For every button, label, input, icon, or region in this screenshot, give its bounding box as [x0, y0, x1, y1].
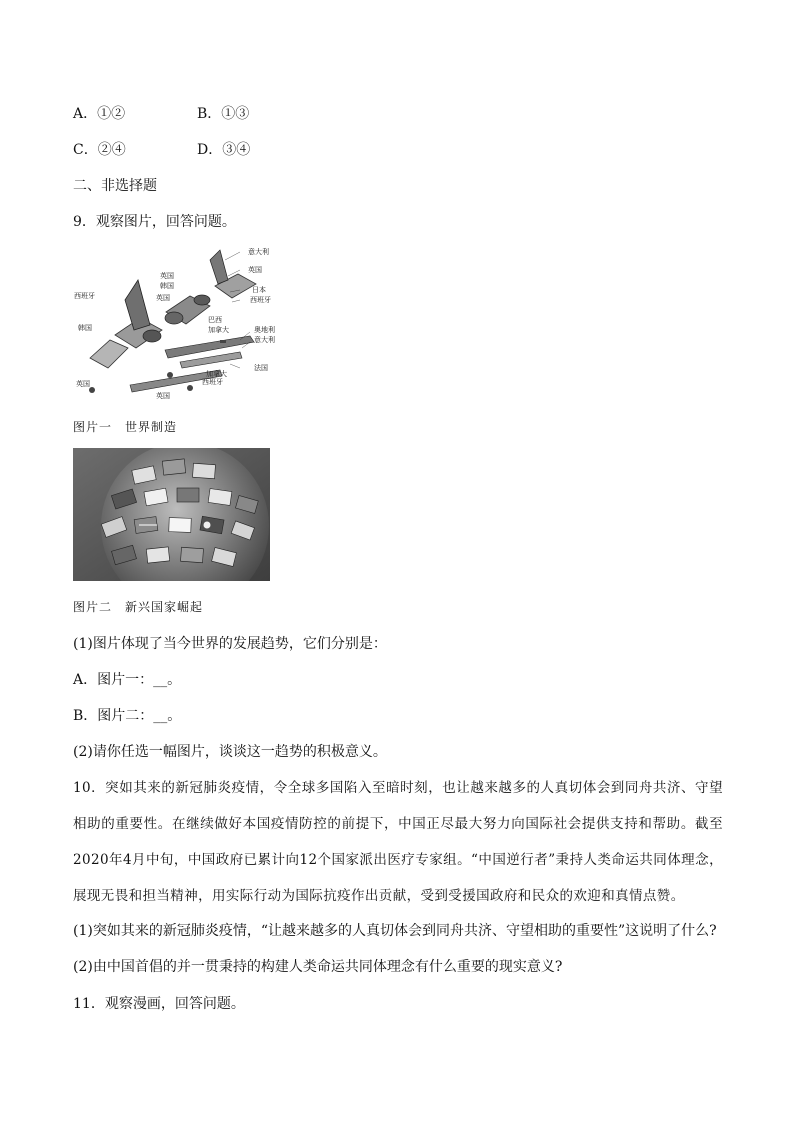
figure-world-manufacturing — [70, 240, 290, 408]
q10-sub1: (1)突如其来的新冠肺炎疫情，“让越来越多的人真切体会到同舟共济、守望相助的重要性”这说明了什么? — [73, 923, 717, 939]
q9-sub1: (1)图片体现了当今世界的发展趋势，它们分别是： — [73, 636, 387, 652]
fig1-label: 意大利 — [248, 248, 269, 256]
option-b: B．①③ — [197, 106, 250, 122]
option-c: C．②④ — [73, 142, 126, 158]
q9-title: 9．观察图片，回答问题。 — [73, 214, 236, 230]
option-d: D．③④ — [197, 142, 251, 158]
option-a: A．①② — [73, 106, 126, 122]
fig1-label: 英国 — [76, 380, 90, 388]
fig1-caption: 图片一 世界制造 — [73, 420, 178, 434]
q9-sub2: (2)请你任选一幅图片，谈谈这一趋势的积极意义。 — [73, 744, 387, 760]
fig1-label: 英国 — [160, 272, 174, 280]
fig1-label: 西班牙 — [250, 296, 271, 304]
fig1-label: 西班牙 — [74, 292, 95, 300]
q9-sub1-b: B．图片二：__。 — [73, 708, 182, 724]
q9-sub1-a: A．图片一：__。 — [73, 672, 182, 688]
fig1-label: 韩国 — [78, 324, 92, 332]
fig1-label: 英国 — [248, 266, 262, 274]
fig1-label: 法国 — [254, 364, 268, 372]
fig2-caption: 图片二 新兴国家崛起 — [73, 600, 204, 614]
fig1-label: 日本 — [252, 286, 266, 294]
fig1-label: 英国 — [156, 392, 170, 400]
fig1-label: 西班牙 — [202, 378, 223, 386]
fig1-label: 加拿大 — [208, 326, 229, 334]
q11-title: 11．观察漫画，回答问题。 — [73, 996, 245, 1012]
fig1-label: 奥地利 — [254, 326, 275, 334]
q10-paragraph: 10．突如其来的新冠肺炎疫情，令全球多国陷入至暗时刻，也让越来越多的人真切体会到同舟共济、守望相助的重要性。在继续做好本国疫情防控的前提下，中国正尽最大努力向国际社会提供支持和帮助。截至2020年4月中旬，中国政府已累计向12个国家派出医疗专家组。“中国逆行者”秉持人类命运共同体理念，展现无畏和担当精神，用实际行动为国际抗疫作出贡献，受到受援国政府和民众的欢迎和真情点赞。 — [73, 780, 723, 904]
figure-emerging-nations — [73, 448, 270, 581]
fig1-label: 意大利 — [254, 336, 275, 344]
fig1-label: 加拿大 — [206, 370, 227, 378]
fig1-label: 巴西 — [208, 316, 222, 324]
fig1-label: 韩国 — [160, 282, 174, 290]
fig1-label: 英国 — [156, 294, 170, 302]
section-heading: 二、非选择题 — [73, 178, 157, 194]
q10-sub2: (2)由中国首倡的并一贯秉持的构建人类命运共同体理念有什么重要的现实意义? — [73, 959, 563, 975]
